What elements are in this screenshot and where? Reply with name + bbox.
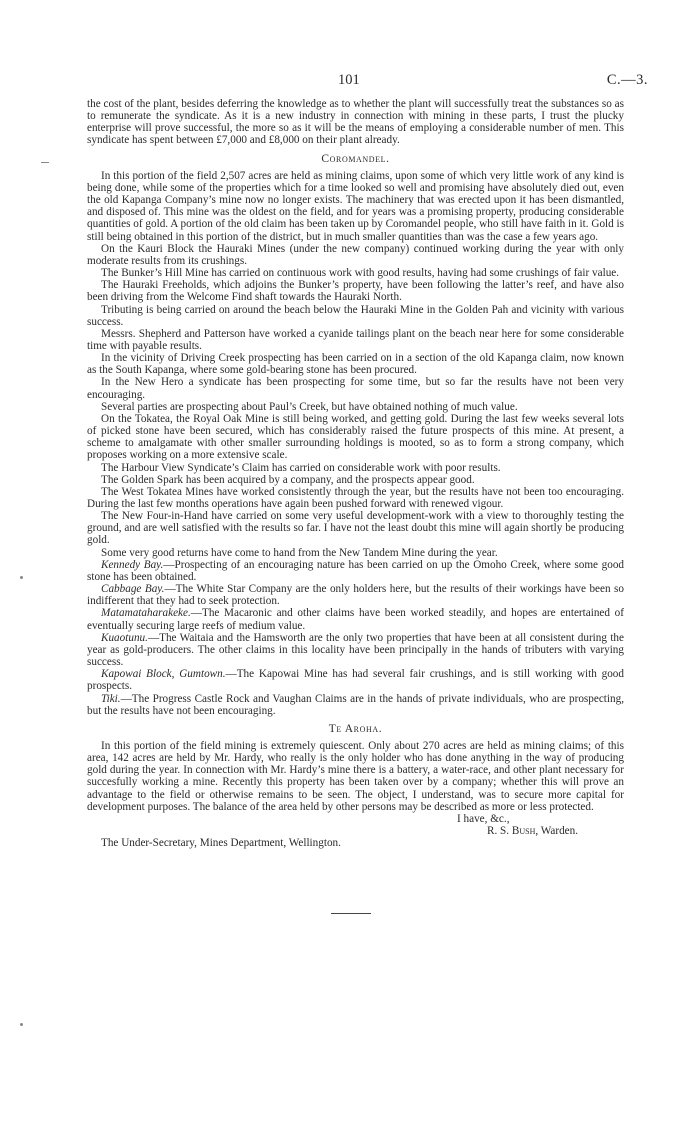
paragraph: Tributing is being carried on around the beach below the Hauraki Mine in the Golden Pah and vicinity with various success. — [87, 303, 624, 328]
locality-name: Cabbage Bay. — [101, 583, 165, 596]
locality-paragraph — [87, 559, 624, 583]
locality-paragraph — [87, 607, 624, 631]
locality-name: Kennedy Bay. — [101, 558, 164, 571]
locality-text: —The Waitaia and the Hamsworth are the only two properties that have been at all consistent during the year as gold-producers. The other claims in this locality have been principally in the hands of tributers with varying success. — [87, 631, 624, 669]
locality-paragraph — [87, 668, 624, 692]
locality-text: —Prospecting of an encouraging nature has been carried on up the Omoho Creek, where some good stone has been obtained. — [87, 558, 625, 583]
closing-block — [87, 813, 624, 837]
paragraph: Messrs. Shepherd and Patterson have worked a cyanide tailings plant on the beach near here for some considerable time with payable results. — [87, 327, 624, 352]
locality-text: —The Progress Castle Rock and Vaughan Claims are in the hands of private individuals, who are prospecting, but the results have not been encouraging. — [87, 692, 624, 717]
signature-title: , Warden. — [535, 824, 579, 837]
end-rule — [331, 913, 371, 914]
margin-mark — [20, 1023, 23, 1026]
salutation: I have, &c., — [457, 812, 510, 825]
locality-text: —The White Star Company are the only holders here, but the results of their workings have been so indifferent that they had to seek protection. — [87, 583, 625, 608]
locality-name: Kapowai Block, Gumtown. — [101, 668, 226, 681]
paragraph: The New Four-in-Hand have carried on some very useful development-work with a view to thoroughly testing the ground, and are well satisfied with the results so far. I have not the least doubt this mine will again shortly be producing gold. — [87, 510, 624, 547]
paragraph: In this portion of the field 2,507 acres are held as mining claims, upon some of which very little work of any kind is being done, while some of the properties which for a time looked so well and promising have absolutely died out, even the old Kapanga Company’s mine now no longer exists. The machinery that was erected upon it has been dismantled, and disposed of. This mine was the oldest on the field, and for years was a promising property, producing considerable quantities of gold. A portion of the old claim has been taken up by Coromandel people, who still have faith in it. Gold is still being obtained in this portion of the district, but in much smaller quantities than was the case a few years ago. — [87, 169, 624, 243]
report-body — [87, 98, 624, 849]
paragraph: Some very good returns have come to hand from the New Tandem Mine during the year. — [101, 546, 498, 559]
signature-initials: R. S. — [487, 824, 510, 837]
paragraph: In this portion of the field mining is extremely quiescent. Only about 270 acres are held as mining claims; of this area, 142 acres are held by Mr. Hardy, who really is the only holder who has done anything in the way of producing gold during the year. In connection with Mr. Hardy’s mine there is a battery, a water-race, and other plant necessary for succesfully working a mine. Recently this property has been taken over by a company; whether this will prove an advantage to the field or otherwise remains to be seen. The object, I understand, was to secure more capital for development purposes. The balance of the area held by other persons may be described as more or less protected. — [87, 739, 624, 813]
locality-paragraph — [87, 632, 624, 668]
paragraph: The Golden Spark has been acquired by a company, and the prospects appear good. — [101, 473, 475, 486]
paragraph: In the New Hero a syndicate has been prospecting for some time, but so far the results have not been very encouraging. — [87, 376, 624, 401]
document-reference: C.—3. — [606, 72, 648, 88]
locality-paragraph — [87, 583, 624, 607]
page-header — [0, 72, 700, 94]
paragraph: Several parties are prospecting about Paul’s Creek, but have obtained nothing of much value. — [101, 400, 518, 413]
paragraph: On the Kauri Block the Hauraki Mines (under the new company) continued working during the year with only moderate results from its crushings. — [87, 242, 624, 267]
paragraph: The Bunker’s Hill Mine has carried on continuous work with good results, having had some crushings of fair value. — [101, 267, 620, 280]
intro-paragraph: the cost of the plant, besides deferring the knowledge as to whether the plant will successfully treat the substances so as to remunerate the syndicate. As it is a new industry in connection with mining in these parts, I trust the plucky enterprise will prove successful, the more so as it will be the means of employing a considerable number of men. This syndicate has spent between £7,000 and £8,000 on their plant already. — [87, 98, 624, 147]
paragraph: On the Tokatea, the Royal Oak Mine is still being worked, and getting gold. During the last few weeks several lots of picked stone have been secured, which has considerably raised the future prospects of this mine. At present, a scheme to amalgamate with other smaller surrounding holdings is mooted, so as to form a strong company, which proposes working on a more extensive scale. — [87, 412, 624, 462]
locality-name: Kuaotunu. — [101, 631, 148, 644]
paragraph: The Harbour View Syndicate’s Claim has carried on considerable work with poor results. — [101, 461, 501, 474]
paragraph: The Hauraki Freeholds, which adjoins the Bunker’s property, have been following the latter’s reef, and have also been driving from the Welcome Find shaft towards the Hauraki North. — [87, 279, 624, 304]
paragraph: In the vicinity of Driving Creek prospecting has been carried on in a section of the old Kapanga claim, now known as the South Kapanga, where some gold-bearing stone has been procured. — [87, 352, 624, 377]
section-heading-te-aroha: Te Aroha. — [328, 722, 383, 735]
margin-mark — [41, 162, 49, 163]
locality-text: —The Macaronic and other claims have been worked steadily, and hopes are entertained of eventually securing large reefs of medium value. — [87, 607, 624, 632]
paragraph: The West Tokatea Mines have worked consistently through the year, but the results have not been too encouraging. During the last few months operations have again been pushed forward with renewed vigour. — [87, 485, 624, 510]
locality-name: Tiki. — [101, 692, 121, 705]
section-heading-coromandel: Coromandel. — [321, 152, 390, 165]
locality-text: —The Kapowai Mine has had several fair crushings, and is still working with good prospects. — [87, 668, 624, 693]
addressee: The Under-Secretary, Mines Department, Wellington. — [101, 836, 341, 849]
locality-name: Matamataharakeke. — [101, 607, 191, 620]
margin-mark — [20, 576, 23, 579]
signature — [487, 825, 578, 837]
locality-paragraph — [87, 693, 624, 717]
signature-surname: Bush — [511, 824, 536, 837]
page-number: 101 — [338, 72, 360, 88]
